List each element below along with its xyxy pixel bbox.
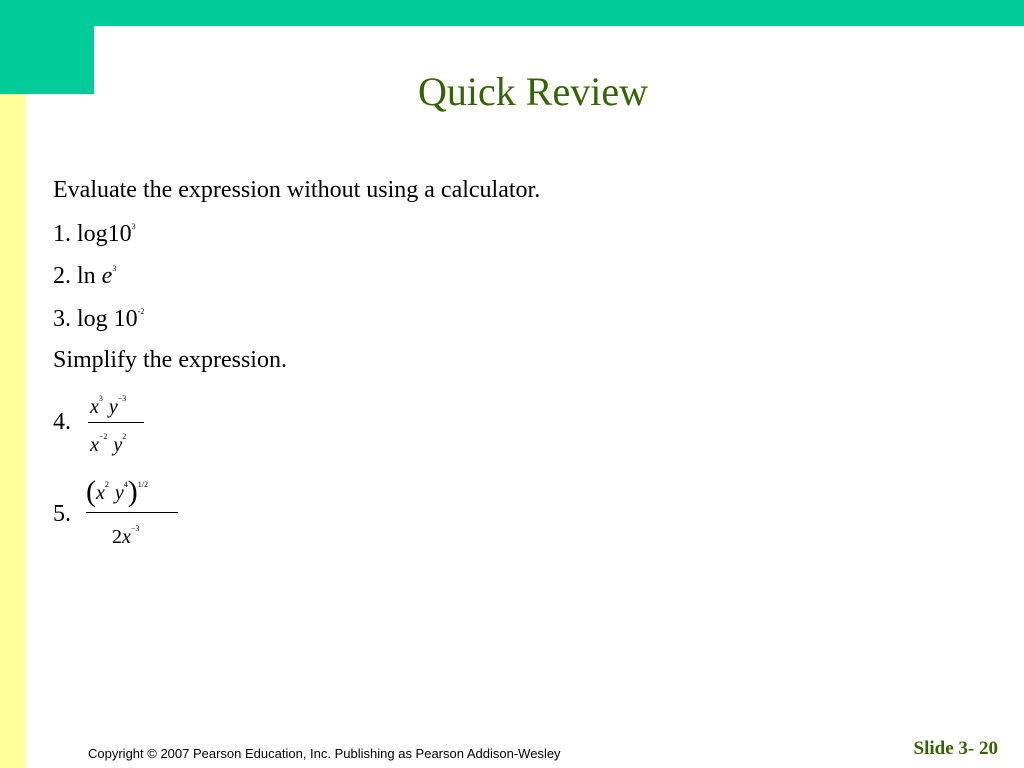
- copyright-notice: Copyright © 2007 Pearson Education, Inc. Publishing as Pearson Addison-Wesley: [88, 746, 561, 761]
- function-name: ln: [77, 263, 96, 289]
- problem-4-number: 4.: [53, 409, 71, 435]
- base: 10: [107, 221, 132, 247]
- problem-4-numerator: $x^3$ $y^{-3}$: [90, 394, 127, 418]
- problem-2: [53, 262, 116, 295]
- exponent: -2: [137, 307, 145, 316]
- problem-1: [53, 220, 136, 253]
- base: 10: [113, 306, 138, 332]
- intro-simplify: Simplify the expression.: [53, 347, 287, 373]
- problem-5-denominator: $2x^{-3}$: [112, 524, 140, 548]
- problem-5-fraction-bar: [86, 512, 178, 513]
- problem-4-denominator: $x^{-2}$ $y^2$: [90, 432, 127, 456]
- slide-number: Slide 3- 20: [913, 738, 998, 759]
- problem-number: 3.: [53, 306, 71, 332]
- base: e: [101, 263, 113, 289]
- problem-5-numerator: ($x^2$ $y^4)^{1/2}$: [86, 475, 149, 508]
- problem-number: 1.: [53, 221, 71, 247]
- slide-title: Quick Review: [418, 69, 648, 114]
- function-name: log: [77, 221, 108, 247]
- problem-3: [53, 305, 144, 338]
- intro-evaluate: Evaluate the expression without using a calculator.: [53, 177, 541, 203]
- top-accent-bar: [0, 0, 1024, 26]
- function-name: log: [77, 306, 108, 332]
- problem-number: 2.: [53, 263, 71, 289]
- problem-4-fraction-bar: [88, 422, 144, 423]
- exponent: 3: [131, 222, 136, 231]
- exponent: 3: [112, 264, 117, 273]
- problem-5-number: 5.: [53, 501, 71, 527]
- left-accent-stripe: [0, 94, 25, 768]
